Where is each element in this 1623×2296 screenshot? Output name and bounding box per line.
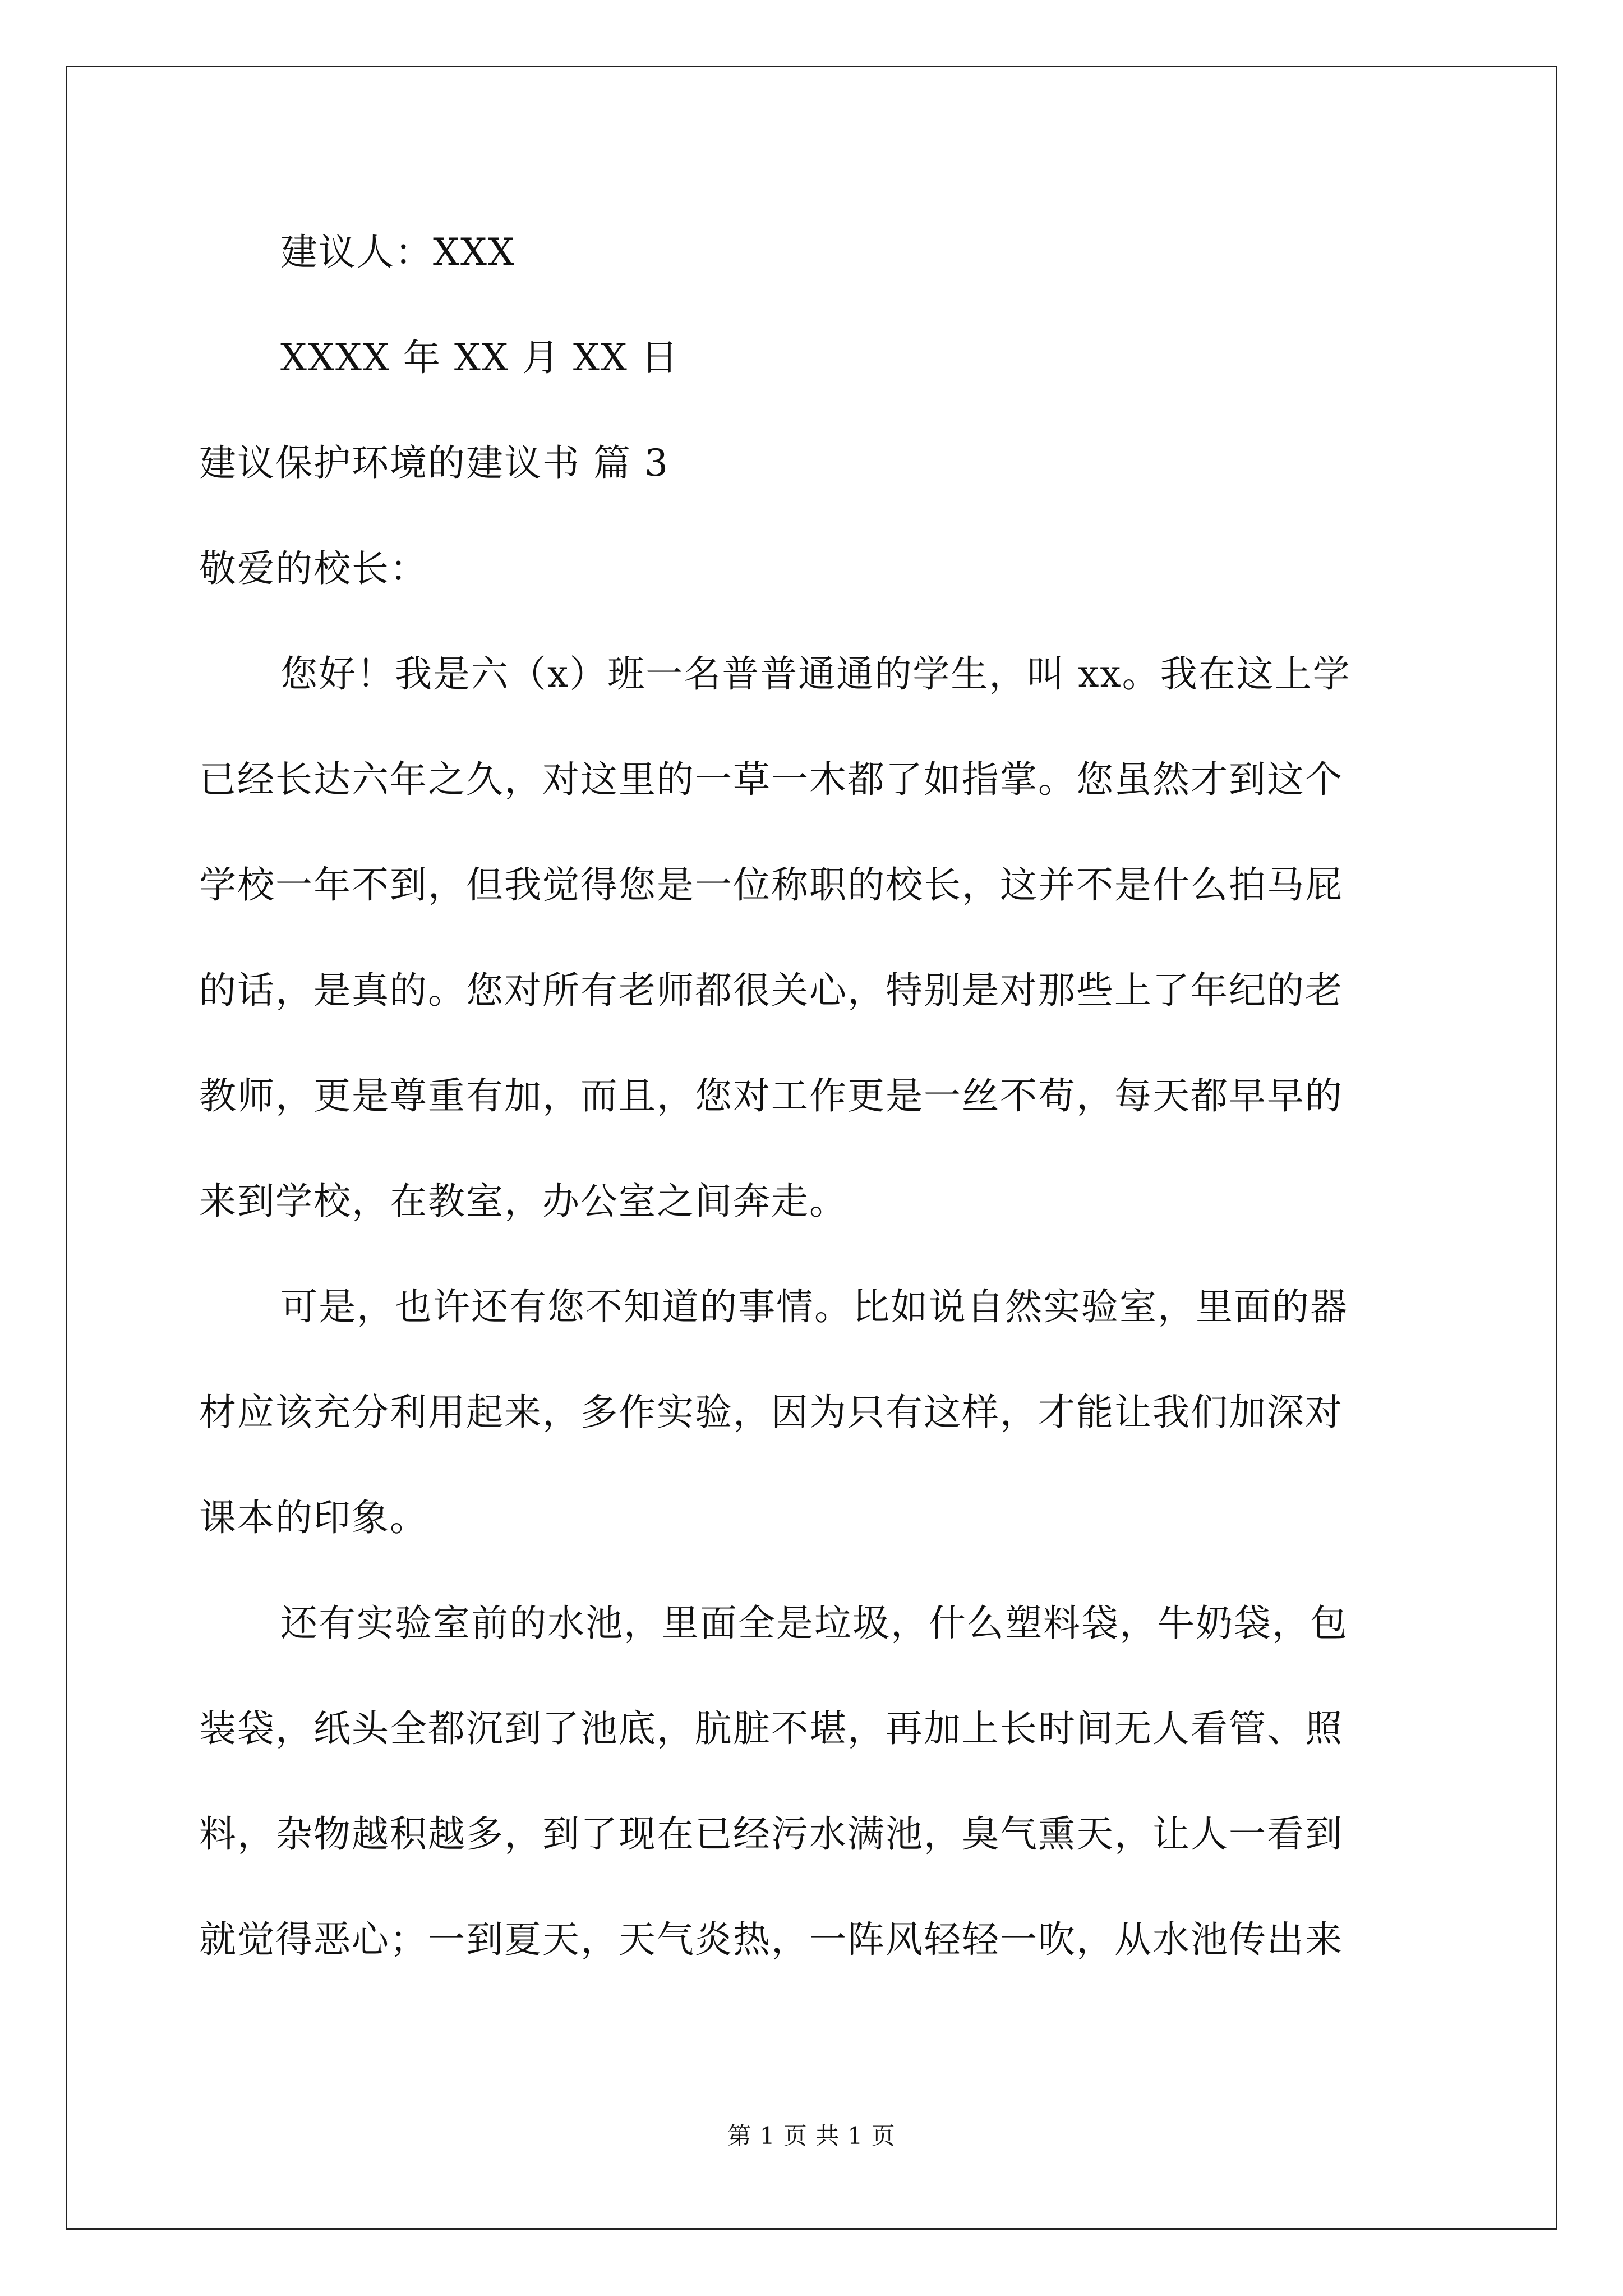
paragraph-line: 材应该充分利用起来，多作实验，因为只有这样，才能让我们加深对 <box>199 1391 1343 1434</box>
paragraph-line: 可是，也许还有您不知道的事情。比如说自然实验室，里面的器 <box>280 1285 1348 1328</box>
section-title: 建议保护环境的建议书 篇 3 <box>199 441 669 485</box>
paragraph-line: 已经长达六年之久，对这里的一草一木都了如指掌。您虽然才到这个 <box>199 758 1343 801</box>
paragraph-line: 的话，是真的。您对所有老师都很关心，特别是对那些上了年纪的老 <box>199 969 1343 1012</box>
signer-line: 建议人：XXX <box>280 231 515 274</box>
page-border <box>66 66 1557 2230</box>
salutation: 敬爱的校长： <box>199 547 428 590</box>
paragraph-line: 装袋，纸头全都沉到了池底，肮脏不堪，再加上长时间无人看管、照 <box>199 1707 1343 1750</box>
paragraph-line: 来到学校，在教室，办公室之间奔走。 <box>199 1180 847 1223</box>
paragraph-line: 料，杂物越积越多，到了现在已经污水满池，臭气熏天，让人一看到 <box>199 1812 1343 1856</box>
date-line: XXXX 年 XX 月 XX 日 <box>280 336 679 379</box>
page-footer: 第 1 页 共 1 页 <box>727 2122 896 2150</box>
paragraph-line: 您好！我是六（x）班一名普普通通的学生，叫 xx。我在这上学 <box>280 652 1351 696</box>
paragraph-line: 学校一年不到，但我觉得您是一位称职的校长，这并不是什么拍马屁 <box>199 863 1343 907</box>
paragraph-line: 教师，更是尊重有加，而且，您对工作更是一丝不苟，每天都早早的 <box>199 1074 1343 1117</box>
paragraph-line: 还有实验室前的水池，里面全是垃圾，什么塑料袋，牛奶袋，包 <box>280 1602 1348 1645</box>
paragraph-line: 课本的印象。 <box>199 1496 428 1539</box>
paragraph-line: 就觉得恶心；一到夏天，天气炎热，一阵风轻轻一吹，从水池传出来 <box>199 1918 1343 1961</box>
